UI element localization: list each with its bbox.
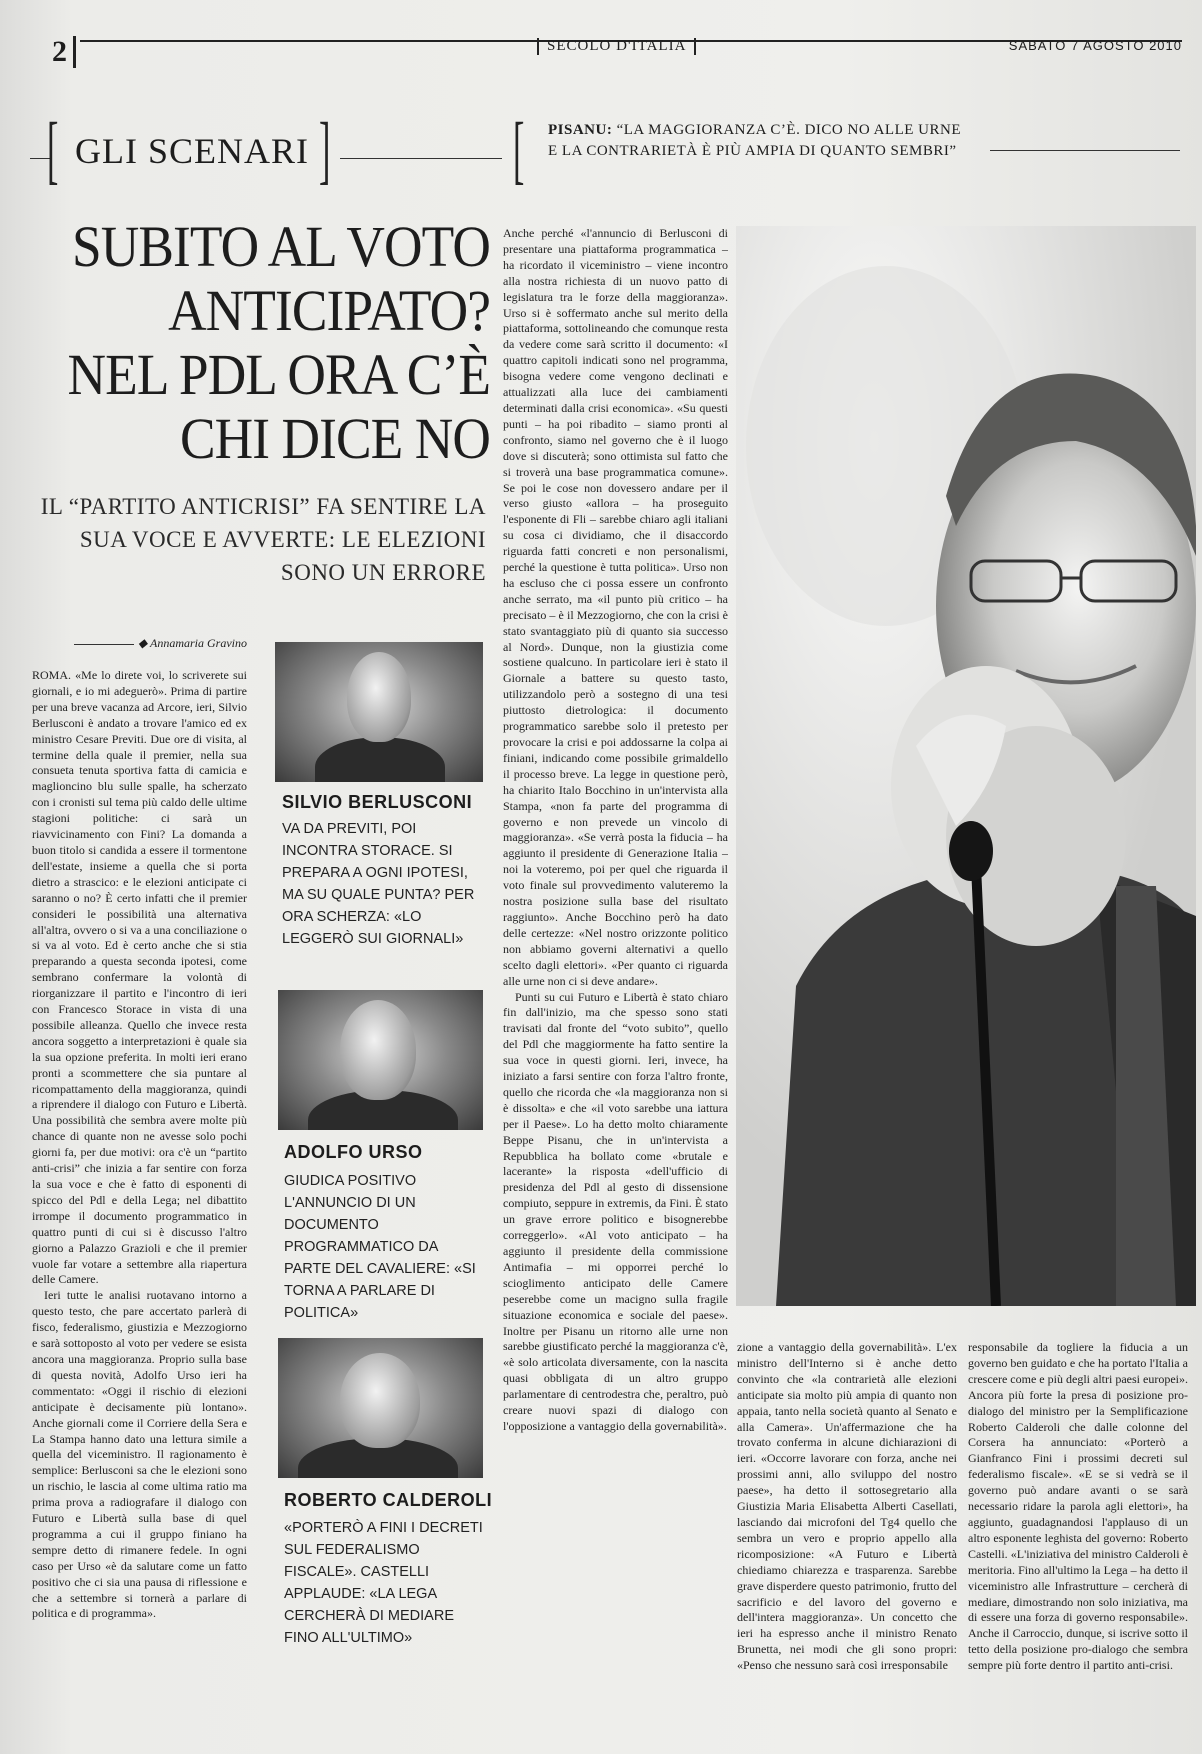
byline-rule (74, 644, 134, 645)
urso-photo (278, 990, 483, 1130)
sidebar-3-text: «PORTERÒ A FINI I DECRETI SUL FEDERALISMO FISCALE». CASTELLI APPLAUDE: «LA LEGA CERCHERÀ DI MEDIARE FINO ALL'ULTIMO» (284, 1520, 483, 1646)
article-column-1 (32, 668, 247, 1743)
column-2-paragraph-2: Punti su cui Futuro e Libertà è stato chiaro fin dall'inizio, ma che spesso sono stati travisati dal fronte del “voto subito”, quello del Pdl che maggiormente ha fatto sentire la sua voce in questi giorni. Ieri, invece, ha iniziato a farsi sentire con forza l'altro fronte, quello che ricorda che «la maggioranza non si è dissolta» e che «il voto sarebbe una iattura per il Paese». Lo ha detto molto chiaramente Beppe Pisanu, che in un'intervista a Repubblica ha bollato come «brutale e lacerante» la risposta «dell'ufficio di presidenza del Pdl al gesto di dissensione compiuto, seppure in extremis, da Fini. È stato un grave errore politico e bisognerebbe correggerlo». «Al voto anticipato – ha aggiunto il presidente della commissione Antimafia – mi opporrei perché lo scioglimento anticipato delle Camere peserebbe come un macigno sulla fragile situazione economica e sociale del paese». Inoltre per Pisanu un ritorno alle urne non sarebbe giustificato perché la maggioranza c'è, «è solo articolata diversamente, con la nascita quasi obbligata di un altro gruppo parlamentare di centrodestra che, peraltro, può creare nuovi spazi di dialogo con l'opposizione a vantaggio della governabilità». (503, 989, 728, 1433)
pullquote (548, 120, 978, 162)
berlusconi-photo (275, 642, 483, 782)
byline-author: Annamaria Gravino (150, 636, 247, 650)
section-rule-right (990, 150, 1180, 151)
sidebar-2-text: GIUDICA POSITIVO L'ANNUNCIO DI UN DOCUMENTO PROGRAMMATICO DA PARTE DEL CAVALIERE: «SI TORNA A PARLARE DI POLITICA» (284, 1173, 476, 1321)
column-4-paragraph-1: responsabile da togliere la fiducia a un governo ben guidato e che ha portato l'Italia a crescere come e più degli altri paesi europei». Ancora più forte la presa di posizione pro-dialogo del ministro per la Semplificazione Roberto Calderoli che dalle colonne del Corsera ha annunciato: «Porterò a Gianfranco Fini i prossimi decreti sul federalismo fiscale». «E se si vedrà se il governo può andare avanti o se sarà necessario ridare la parola agli elettori», ha aggiunto, guadagnandosi l'applauso di un altro esponente leghista del governo: Roberto Castelli. «L'iniziativa del ministro Calderoli è meritoria. Fino all'ultimo la Lega – ha detto il viceministro alle Infrastrutture – cercherà di mediare, dimostrando non solo iniziativa, ma di essere una forza di governo responsabile». Anche il Carroccio, dunque, si iscrive sotto il tetto della posizione pro-dialogo che sembra sempre più forte dentro il partito anti-crisi. (968, 1340, 1188, 1673)
page-number: 2 (52, 36, 76, 68)
subheadline: IL “PARTITO ANTICRISI” FA SENTIRE LA SUA VOCE E AVVERTE: LE ELEZIONI SONO UN ERRORE (40, 494, 486, 585)
pullquote-line2: E LA CONTRARIETÀ È PIÙ AMPIA DI QUANTO SEMBRI” (548, 143, 957, 159)
column-1-paragraph-1: ROMA. «Me lo direte voi, lo scriverete sui giornali, e io mi adeguerò». Prima di partire per una breve vacanza ad Arcore, ieri, Silvio Berlusconi è andato a trovare l'amico ed ex ministro Cesare Previti. Due ore di visita, al termine della quale il premier, nella sua consueta tenuta sportiva fatta di camicia e maglioncino blu sulle spalle, ha scherzato con i cronisti sul tema più caldo delle ultime stagioni politiche: ci sarà un riavvicinamento con Fini? La domanda a buon titolo si candida a essere il tormentone dell'estate, insieme a quella che si porta dietro a strascico: e le elezioni anticipate ci saranno o no? È certo infatti che il premier consideri le possibilità una alternativa all'altra, ovvero o si va a una conciliazione o si va al voto. Ed è certo anche che si stia preparando a questa seconda ipotesi, come sembrano confermare la volontà di riorganizzare il partito e l'incontro di ieri con Francesco Storace in vista di una possibile alleanza. Quello che invece resta ancora soggetto a interpretazioni è quale sia la sua opzione preferita. In molti ieri erano pronti a scommettere che sia puntare al ricompattamento della maggioranza, quindi a riprendere il dialogo con Futuro e Libertà. Una possibilità che sembra avere molte più chance di quante non ne avesse solo pochi giorni fa, per due motivi: ora c'è un “partito anti-crisi” che inizia a far sentire con forza la sua voce e che è fatto di esponenti di spicco del Pdl e della Lega; nel dibattito irrompe il documento programmatico in quattro punti di cui si è discusso l'altro giorno a Palazzo Grazioli e che il premier vuole far votare a settembre alla riapertura delle Camere. (32, 668, 247, 1287)
sidebar-1-name: SILVIO BERLUSCONI (282, 792, 473, 812)
sidebar-2-name: ADOLFO URSO (284, 1142, 423, 1162)
headline: SUBITO AL VOTO ANTICIPATO? NEL PDL ORA C’È CHI DICE NO (67, 214, 491, 471)
calderoli-photo (278, 1338, 483, 1478)
article-column-3 (737, 1340, 957, 1740)
bracket-open-quote: [ (512, 108, 525, 192)
section-rule-mid (340, 158, 502, 159)
pisanu-photo (736, 226, 1196, 1306)
masthead: SECOLO D'ITALIA (537, 38, 696, 55)
bracket-close: ] (318, 108, 331, 192)
sidebar-3-name: ROBERTO CALDEROLI (284, 1490, 493, 1510)
column-3-paragraph-1: zione a vantaggio della governabilità». L'ex ministro dell'Interno si è anche detto convinto che «la contrarietà alle elezioni anticipate sia molto più ampia di quanto non appaia, tanto nella società quanto al Senato e alla Camera». Un'affermazione che ha trovato conferma in alcune dichiarazioni di ieri. «Occorre lavorare con forza, anche nei prossimi anni, allo sviluppo del nostro paese», ha detto il sottosegretario alla Giustizia Maria Elisabetta Alberti Casellati, lasciando dai microfoni del Tg4 quello che sembra un vero e proprio appello alla ricomposizione: «A Futuro e Libertà chiediamo chiarezza e trasparenza. Sarebbe grave disperdere questo patrimonio, frutto del sacrificio e del lavoro del governo e dell'intera maggioranza». Un concetto che ieri ha espresso anche il ministro Renato Brunetta, nei modi che gli sono propri: «Penso che nessuno sarà così irresponsabile (737, 1340, 957, 1673)
article-column-4 (968, 1340, 1188, 1740)
issue-date: SABATO 7 AGOSTO 2010 (1008, 38, 1182, 53)
column-1-paragraph-2: Ieri tutte le analisi ruotavano intorno a questo testo, che pare accertato parlerà di fisco, federalismo, giustizia e Mezzogiorno e sarà sottoposto al voto per vedere se esista ancora una maggioranza. Proprio sulla base di questa novità, Adolfo Urso ieri ha commentato: «Oggi il rischio di elezioni anticipate è decisamente più lontano». Anche giornali come il Corriere della Sera e La Stampa hanno dato una lettura simile a quella del viceministro. Il ragionamento è semplice: Berlusconi sa che le elezioni sono un rischio, le lascia al come ultima ratio ma prima prova a radiografare il dialogo con Futuro e Libertà sulla base di quel programma a cui il gruppo finiano ha sempre detto di rimanere fedele. In ogni caso per Urso «è da salutare come un fatto positivo che ci sia una pausa di riflessione e che a settembre si tornerà a parlare di politica e di programma». (32, 1288, 247, 1621)
sidebar-1-text: VA DA PREVITI, POI INCONTRA STORACE. SI PREPARA A OGNI IPOTESI, MA SU QUALE PUNTA? PER ORA SCHERZA: «LO LEGGERÒ SUI GIORNALI» (282, 821, 475, 947)
byline: ◆ Annamaria Gravino (32, 636, 247, 651)
bracket-open: [ (46, 108, 59, 192)
section-label: GLI SCENARI (75, 131, 309, 171)
pullquote-speaker: PISANU: (548, 122, 613, 138)
pullquote-line1: “LA MAGGIORANZA C’È. DICO NO ALLE URNE (616, 122, 961, 138)
article-column-2 (503, 226, 728, 1738)
column-2-paragraph-1: Anche perché «l'annuncio di Berlusconi di presentare una piattaforma programmatica – ha ricordato il viceministro – viene incontro alla nostra richiesta di un nuovo patto di legislatura tra le forze della maggioranza». Urso si è soffermato anche sul merito della piattaforma, sottolineando che comunque resta da vedere come sarà scritto il documento: «I quattro capitoli indicati sono nel programma, bisogna vedere come vengono declinati e attualizzati alla luce dei cambiamenti determinati dalla crisi economica». «Su questi punti – ha poi ribadito – siamo pronti al confronto, siamo nel governo che è il luogo dove si discuterà; sono ottimista sul fatto che si troverà una base programmatica comune». Se poi le cose non dovessero andare per il verso giusto «allora – ha proseguito l'esponente di Fli – sarebbe chiaro agli italiani su cosa ci dividiamo, che il disaccordo riguarda fatti concreti e non personalismi, perché la questione è tutta politica». Urso non ha escluso che ci possa essere un confronto anche serrato, ma «il punto più critico – ha precisato – è il Mezzogiorno, che con la crisi è stato svantaggiato più di quanto sia successo al Nord». Dunque, non la giustizia come sostiene qualcuno. In particolare ieri è stato il Giornale a battere su questo tasto, utilizzandolo però a sostegno di una tesi piuttosto dietrologica: il documento programmatico sarebbe solo il pretesto per provocare la crisi e poi addossarne la colpa ai finiani, indicando come possibile grimaldello il processo breve. La legge in questione però, ha chiarito Italo Bocchino in un'intervista alla Stampa, «non fa parte del programma di governo e non prevede un vincolo di maggioranza». «Se verrà posta la fiducia – ha aggiunto il presidente di Generazione Italia – noi la voteremo, poi per quel che riguarda il voto finale sul provvedimento valuteremo la nostra posizione sulla base del risultato raggiunto». Anche Bocchino però ha dato delle certezze: «Nel nostro orizzonte politico non abbiamo governi alternativi a quello scelto dagli elettori». «Per quanto ci riguarda alle urne non ci si deve andare». (503, 226, 728, 988)
pisanu-photo-illustration (736, 226, 1196, 1306)
